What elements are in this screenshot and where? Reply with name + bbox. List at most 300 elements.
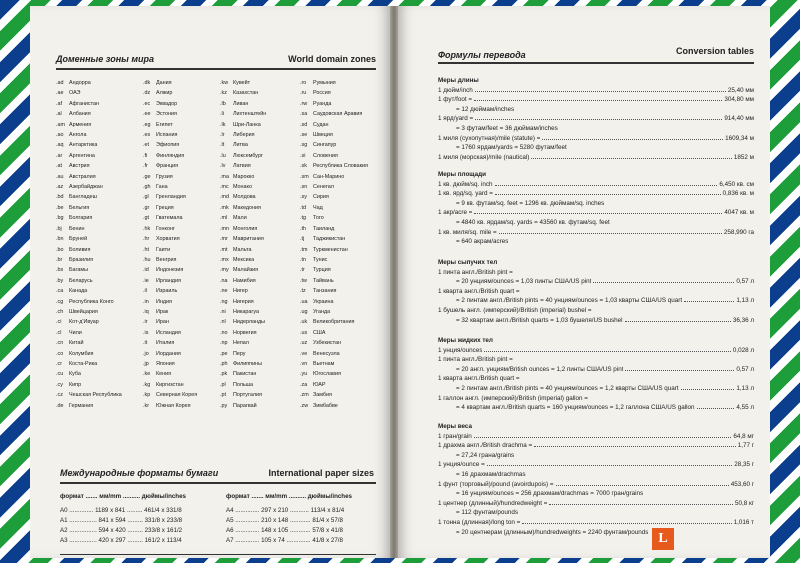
conversion-value: 4047 кв. м [724,209,754,217]
conversion-line [438,441,754,451]
domain-column-3 [220,78,266,411]
conversion-value: 914,40 мм [724,115,754,123]
conversion-text: 1 кварта англ./British quart = [438,375,520,383]
domain-code: .pe [220,350,228,357]
country-name: Филиппины [233,360,262,367]
conversion-rule [438,62,754,64]
country-name: Бруней [69,236,88,243]
domain-row [143,307,197,317]
domain-code: .my [220,267,229,274]
domain-code: .ch [56,308,64,315]
domain-row [143,172,197,182]
domain-row [143,78,197,88]
domain-row [300,245,368,255]
domain-code: .lv [220,163,226,170]
domain-row [56,203,122,213]
leader-dots [495,185,718,186]
country-name: Нигерия [233,298,254,305]
domain-row [56,297,122,307]
domain-code: .es [143,132,151,139]
domain-code: .ma [220,173,229,180]
domain-row [56,380,122,390]
country-name: Украина [313,298,334,305]
country-name: США [313,329,326,336]
conversion-line [438,277,754,287]
conversion-text: = 640 акрам/acres [456,238,509,246]
country-name: Беларусь [69,277,93,284]
country-name: Великобритания [313,319,355,326]
domain-code: .lt [220,142,225,149]
domain-row [143,120,197,130]
country-name: Гонконг [156,225,175,232]
country-name: Финляндия [156,152,185,159]
domain-code: .ua [300,298,308,305]
domain-row [56,78,122,88]
domain-code: .br [56,256,63,263]
country-name: Египет [156,121,173,128]
domain-code: .bo [56,246,64,253]
domain-row [300,265,368,275]
domain-row [143,234,197,244]
country-name: Греция [156,204,174,211]
domain-row [143,130,197,140]
domain-row [143,161,197,171]
domain-code: .co [56,350,64,357]
country-name: Ливан [233,100,249,107]
country-name: Турция [313,267,331,274]
conversion-line [438,134,754,144]
country-name: Япония [156,360,175,367]
conversion-line [438,287,754,297]
domain-code: .af [56,100,62,107]
conversion-line [438,218,754,228]
country-name: Швейцария [69,308,98,315]
country-name: Замбия [313,392,332,399]
domain-code: .ph [220,360,228,367]
domain-code: .np [220,340,228,347]
country-name: Грузия [156,173,173,180]
domain-row [300,349,368,359]
conversion-line [438,237,754,247]
country-name: Казахстан [233,90,259,97]
country-name: Армения [69,121,92,128]
domain-row [220,307,266,317]
conversion-text: 1 унция/ounce = [438,461,485,469]
domain-row [220,120,266,130]
domain-code: .mc [220,184,229,191]
country-name: Уганда [313,308,331,315]
domain-code: .kr [143,402,149,409]
conversion-text: 1 пинта англ./British pint = [438,356,513,364]
paper-size-row: A7 .............. 105 x 74 .............. 41/8 x 27/8 [226,537,343,544]
country-name: Дания [156,80,172,86]
conversion-line [438,114,754,124]
domain-code: .fi [143,152,148,159]
country-name: Танзания [313,288,337,295]
country-name: Италия [156,340,175,347]
leader-dots [531,158,732,159]
country-name: Литва [233,142,248,149]
country-name: Латвия [233,163,251,170]
leader-dots [625,321,731,322]
paper-size-row: A2 ................ 594 x 420 ......... 233/8 x 161/2 [60,527,183,534]
conversion-text: 1 кв. дюйм/sq. inch [438,180,493,188]
domain-code: .ro [300,80,307,86]
domain-code: .dk [143,80,151,86]
conversion-text: = 20 англ. унциям/British ounces = 1,2 пинты США/US pint [456,365,624,373]
leader-dots [593,282,734,283]
paper-header-right: формат ....... мм/mm .......... дюймы/inches [226,493,352,500]
domain-row [220,99,266,109]
domain-row [56,390,122,400]
country-name: Швеция [313,132,333,139]
domain-row [220,245,266,255]
domain-row [56,286,122,296]
domain-row [56,140,122,150]
leader-dots [487,465,732,466]
conversion-line [438,268,754,278]
conversion-line [438,460,754,470]
conversion-text: = 16 драхмам/drachmas [456,470,526,478]
domain-code: .eg [143,121,151,128]
domain-code: .vn [300,360,308,367]
conversion-text: 1 тонна (длинная)/long ton = [438,518,521,526]
domain-code: .tn [300,256,306,263]
country-name: Индия [156,298,172,305]
country-name: Чешская Республика [69,392,122,399]
conversion-text: = 4 квартам англ./British quarts = 160 унциям/ounces = 1,2 галлона США/US gallon [456,404,695,412]
domain-code: .ec [143,100,151,107]
conversion-value: 453,60 г [730,480,754,488]
domain-code: .cu [56,371,64,378]
conversion-value: 304,80 мм [724,96,754,104]
domain-row [220,192,266,202]
conversion-value: 0,028 л [732,346,754,354]
domain-row [220,297,266,307]
domain-code: .aq [56,142,64,149]
domain-row [56,401,122,411]
conversion-value: 50,8 кг [734,499,754,507]
conversion-text: 1 фут/foot = [438,96,473,104]
conversion-line [438,95,754,105]
domain-row [56,359,122,369]
conversion-text: 1 кв. миля/sq. mile = [438,228,497,236]
domain-code: .tm [300,246,308,253]
domain-row [300,234,368,244]
conversion-value: 25,40 мм [727,86,754,94]
domain-code: .hu [143,256,151,263]
leader-dots [499,233,722,234]
conversion-section [438,170,754,247]
section-title: Меры сыпучих тел [438,259,498,266]
conversion-text: 1 галлон англ. (имперский)/British (imperial) gallon = [438,394,588,402]
conversion-text: 1 акр/acre = [438,209,473,217]
country-name: Вьетнам [313,360,335,367]
conversion-value: 0,57 л [736,278,754,286]
country-name: Саудовская Аравия [313,111,363,118]
domain-code: .gl [143,194,149,201]
domain-row [300,297,368,307]
country-name: Гаити [156,246,171,253]
domain-row [220,359,266,369]
conversion-text: = 32 квартам англ./British quarts = 1,03 бушеля/US bushel [456,316,623,324]
country-name: Таджикистан [313,236,346,243]
domain-row [56,369,122,379]
domain-row [300,99,368,109]
domain-row [300,192,368,202]
domain-row [300,203,368,213]
domain-row [143,203,197,213]
conversion-value: 64,8 мг [733,432,754,440]
domain-row [143,317,197,327]
domain-row [143,328,197,338]
domain-code: .lu [220,152,226,159]
leader-dots [495,194,721,195]
domain-code: .pk [220,371,228,378]
country-name: Республика Конго [69,298,114,305]
domain-row [56,338,122,348]
domain-code: .am [56,121,65,128]
country-name: Никарагуа [233,308,259,315]
domain-code: .et [143,142,149,149]
domain-row [143,99,197,109]
country-name: Колумбия [69,350,94,357]
domain-code: .ge [143,173,151,180]
domain-row [143,88,197,98]
domain-zones-title-en: World domain zones [288,54,376,64]
conversion-line [438,105,754,115]
domain-code: .kz [220,90,227,97]
domain-code: .td [300,204,306,211]
country-name: Перу [233,350,246,357]
paper-size-row: A1 ................ 841 x 594 ......... 331/8 x 233/8 [60,517,183,524]
domain-row [56,88,122,98]
left-page [30,6,390,558]
country-name: Северная Корея [156,392,198,399]
country-name: Нигер [233,288,248,295]
conversion-line [438,316,754,326]
domain-row [300,380,368,390]
domain-zones-title-ru: Доменные зоны мира [56,54,154,64]
conversion-text: 1 кв. ярд/sq. yard = [438,190,493,198]
domain-row [56,192,122,202]
title-rule [56,68,376,70]
domain-row [300,286,368,296]
paper-size-row: A5 .............. 210 x 148 ............ 81/4 x 57/8 [226,517,343,524]
domain-row [300,276,368,286]
paper-table-left [60,492,186,546]
paper-size-row: A3 ................ 420 x 297 ......... 161/2 x 113/4 [60,537,182,544]
domain-code: .ci [56,319,62,326]
domain-row [56,99,122,109]
country-name: Андорра [69,80,91,86]
domain-row [220,161,266,171]
conversion-line [438,124,754,134]
domain-row [143,359,197,369]
domain-row [143,255,197,265]
domain-row [56,130,122,140]
domain-row [56,234,122,244]
domain-column-2 [143,78,197,411]
country-name: Зимбабве [313,402,338,409]
domain-code: .mk [220,204,229,211]
country-name: Эстония [156,111,177,118]
country-name: Боливия [69,246,91,253]
domain-row [143,369,197,379]
domain-code: .gr [143,204,150,211]
conversion-value: 6,450 кв. см [719,180,754,188]
country-name: Сан-Марино [313,173,345,180]
domain-row [300,213,368,223]
domain-code: .ke [143,371,151,378]
paper-bottom-rule [60,554,376,555]
conversion-line [438,189,754,199]
paper-sizes-title-en: International paper sizes [268,468,374,478]
paper-rule [60,482,376,484]
domain-row [300,401,368,411]
country-name: Судан [313,121,329,128]
domain-column-4 [300,78,368,411]
country-name: Нидерланды [233,319,266,326]
domain-row [220,88,266,98]
domain-row [220,401,266,411]
country-name: Куба [69,371,81,378]
domain-row [143,297,197,307]
country-name: Сирия [313,194,329,201]
paper-header-left: формат ....... мм/mm .......... дюймы/inches [60,493,186,500]
country-name: Монголия [233,225,258,232]
domain-row [56,307,122,317]
country-name: Антарктика [69,142,98,149]
domain-code: .lr [220,132,225,139]
domain-code: .pl [220,381,226,388]
conversion-text: = 1760 ярдам/yards = 5280 футам/feet [456,144,567,152]
domain-row [143,349,197,359]
domain-code: .be [56,204,64,211]
country-name: Бразилия [69,256,94,263]
conversion-text: = 12 дюймам/inches [456,105,515,113]
domain-row [220,265,266,275]
domain-row [143,109,197,119]
country-name: Пакистан [233,371,257,378]
conversion-line [438,296,754,306]
leader-dots [522,523,731,524]
domain-code: .yu [300,371,308,378]
conversion-line [438,143,754,153]
domain-row [143,380,197,390]
domain-code: .ca [56,288,64,295]
domain-code: .bd [56,194,64,201]
leader-dots [534,446,736,447]
domain-code: .jp [143,360,149,367]
conversion-value: 1,77 г [737,442,754,450]
domain-code: .rw [300,100,308,107]
leader-dots [556,485,729,486]
country-name: Сингапур [313,142,337,149]
domain-code: .hr [143,236,150,243]
country-name: Коста-Рика [69,360,98,367]
domain-code: .ve [300,350,308,357]
section-title: Меры веса [438,423,473,430]
domain-code: .sg [300,142,308,149]
domain-code: .ni [220,308,226,315]
country-name: Монако [233,184,252,191]
domain-row [300,390,368,400]
country-name: Малайзия [233,267,259,274]
leader-dots [474,213,722,214]
conversion-value: 1852 м [733,153,754,161]
domain-row [300,182,368,192]
domain-row [143,401,197,411]
country-name: Ирландия [156,277,181,284]
domain-code: .al [56,111,62,118]
leader-dots [549,504,733,505]
conversion-line [438,528,754,538]
conversion-text: 1 бушель англ. (имперский)/British (imperial) bushel = [438,306,592,314]
leader-dots [684,301,734,302]
country-name: Тунис [313,256,328,263]
domain-code: .sn [300,184,308,191]
domain-code: .lk [220,121,226,128]
conversion-text: 1 ярд/yard = [438,115,474,123]
country-name: Иран [156,319,169,326]
domain-code: .cn [56,340,64,347]
domain-row [56,265,122,275]
country-name: Туркменистан [313,246,348,253]
country-name: Южная Корея [156,402,191,409]
country-name: Эфиопия [156,142,180,149]
domain-code: .mx [220,256,229,263]
domain-row [220,255,266,265]
country-name: Исландия [156,329,181,336]
domain-code: .ie [143,277,149,284]
country-name: Марокко [233,173,255,180]
country-name: Кипр [69,381,82,388]
country-name: Эквадор [156,100,178,107]
country-name: Норвегия [233,329,257,336]
conversion-text: = 20 центнерам (длинным)/hundredweights = 2240 фунтам/pounds [456,528,649,536]
conversion-value: 4,55 л [736,404,754,412]
domain-code: .sa [300,111,308,118]
domain-code: .zm [300,392,309,399]
domain-row [143,245,197,255]
section-title: Меры площади [438,171,487,178]
country-name: Ангола [69,132,87,139]
country-name: Кот-д'Ивуар [69,319,99,326]
conversion-text: = 16 унциям/ounces = 256 драхмам/drachmas = 7000 гран/grains [456,490,644,498]
country-name: Кения [156,371,172,378]
domain-code: .cg [56,298,64,305]
country-name: Польша [233,381,254,388]
domain-row [220,182,266,192]
conversion-text: 1 миля (морская)/mile (nautical) [438,153,530,161]
conversion-text: 1 дюйм/inch [438,86,473,94]
conversion-value: 0,836 кв. м [722,190,754,198]
conversion-line [438,374,754,384]
conversion-line [438,365,754,375]
leader-dots [475,91,726,92]
conversion-text: = 2 пинтам англ./British pints = 40 унциям/ounces = 1,2 кварты США/US quart [456,384,679,392]
country-name: Португалия [233,392,262,399]
domain-row [300,317,368,327]
leader-dots [625,370,734,371]
domain-code: .ru [300,90,307,97]
domain-row [300,255,368,265]
domain-row [56,213,122,223]
domain-row [300,338,368,348]
country-name: Таиланд [313,225,335,232]
conversion-line [438,153,754,163]
